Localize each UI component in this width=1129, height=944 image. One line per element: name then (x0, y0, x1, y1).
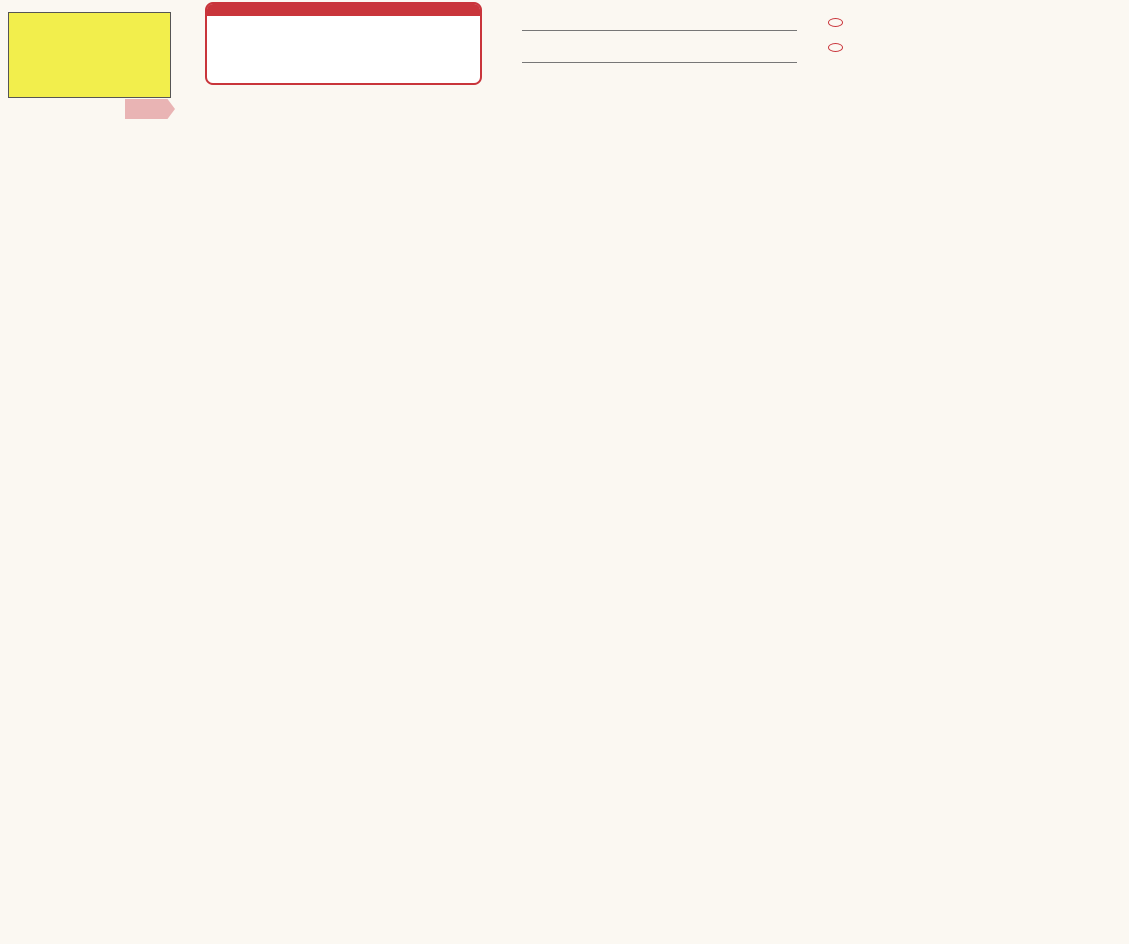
month-year-line[interactable] (522, 62, 797, 63)
date-label (125, 99, 175, 119)
fill-in-bubble-1[interactable] (828, 18, 843, 27)
logo-placeholder (8, 12, 171, 98)
fill-in-bubble-2[interactable] (828, 43, 843, 52)
provider-name-line[interactable] (522, 30, 797, 31)
provider-number-label (207, 4, 480, 16)
provider-number-grid[interactable] (205, 2, 482, 85)
